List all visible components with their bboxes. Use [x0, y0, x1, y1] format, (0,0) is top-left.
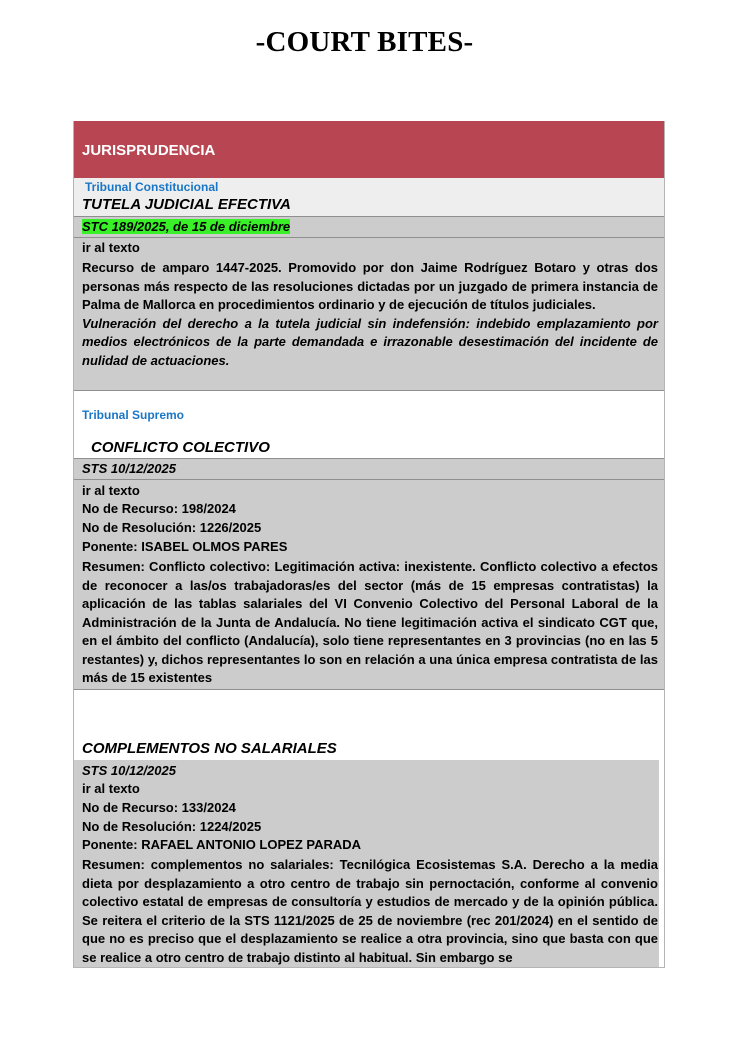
entry-1-topic: TUTELA JUDICIAL EFECTIVA	[82, 196, 291, 213]
entry-3-ponente: Ponente: RAFAEL ANTONIO LOPEZ PARADA	[82, 837, 362, 852]
entry-3-reference: STS 10/12/2025	[82, 763, 176, 778]
section-header	[74, 121, 664, 178]
divider	[74, 390, 664, 391]
entry-2-summary: Resumen: Conflicto colectivo: Legitimación activa: inexistente. Conflicto colectivo a efectos de reconocer a las/os trabajadoras/es del sector (más de 15 empresas contratistas) la aplicación de las tablas salariales del VI Convenio Colectivo del Personal Laboral de la Administración de la Junta de Andalucía. No tiene legitimación activa el sindicato CGT que, en el ámbito del conflicto (Andalucía), solo tiene representantes en 3 provincias (no en las 5 restantes) y, dichos representantes lo son en relación a una única empresa contratista de las más de 15 existentes	[82, 559, 658, 685]
divider	[74, 689, 664, 690]
entry-3-link[interactable]: ir al texto	[82, 781, 140, 796]
entry-1-court: Tribunal Constitucional	[85, 180, 219, 194]
entry-3-topic: COMPLEMENTOS NO SALARIALES	[82, 740, 337, 757]
entry-1-summary: Recurso de amparo 1447-2025. Promovido por don Jaime Rodríguez Botaro y otras dos personas más respecto de las resoluciones dictadas por un juzgado de primera instancia de Palma de Mallorca en procedimientos ordinario y de ejecución de títulos judiciales. Vulneración del derecho a la tutela judicial sin indefensión: indebido emplazamiento por medios electrónicos de la parte demandada e irrazonable desestimación del incidente de nulidad de actuaciones.	[82, 259, 658, 370]
entry-3-summary: Resumen: complementos no salariales: Tecnilógica Ecosistemas S.A. Derecho a la media dieta por desplazamiento a otro centro de trabajo sin pernoctación, conforme al convenio colectivo estatal de empresas de consultoría y estudios de mercado y de la opinión pública. Se reitera el criterio de la STS 1121/2025 de 25 de noviembre (rec 201/2024) en el sentido de que no es preciso que el desplazamiento se realice a otra provincia, sino que basta con que se realice a otro centro de trabajo distinto al habitual. Sin embargo se	[82, 857, 658, 965]
entry-2-recurso: No de Recurso: 198/2024	[82, 501, 236, 516]
entry-2-ponente: Ponente: ISABEL OLMOS PARES	[82, 539, 288, 554]
entry-1-reference[interactable]: STC 189/2025, de 15 de diciembre	[82, 219, 291, 234]
entry-2-topic: CONFLICTO COLECTIVO	[91, 439, 270, 456]
entry-2-court: Tribunal Supremo	[82, 408, 185, 422]
entry-2-reference: STS 10/12/2025	[82, 461, 176, 476]
entry-2-resolucion: No de Resolución: 1226/2025	[82, 520, 262, 535]
jurisprudence-table	[73, 121, 665, 968]
section-title: JURISPRUDENCIA	[82, 142, 216, 159]
entry-1-link[interactable]: ir al texto	[82, 240, 140, 255]
entry-2-link[interactable]: ir al texto	[82, 483, 140, 498]
entry-1-holding: Vulneración del derecho a la tutela judicial sin indefensión: indebido emplazamiento por medios electrónicos de la parte demandada e irrazonable desestimación del incidente de nulidad de actuaciones.	[82, 315, 658, 368]
document-title: -COURT BITES-	[255, 26, 474, 58]
entry-3-recurso: No de Recurso: 133/2024	[82, 800, 236, 815]
entry-3-resolucion: No de Resolución: 1224/2025	[82, 819, 262, 834]
